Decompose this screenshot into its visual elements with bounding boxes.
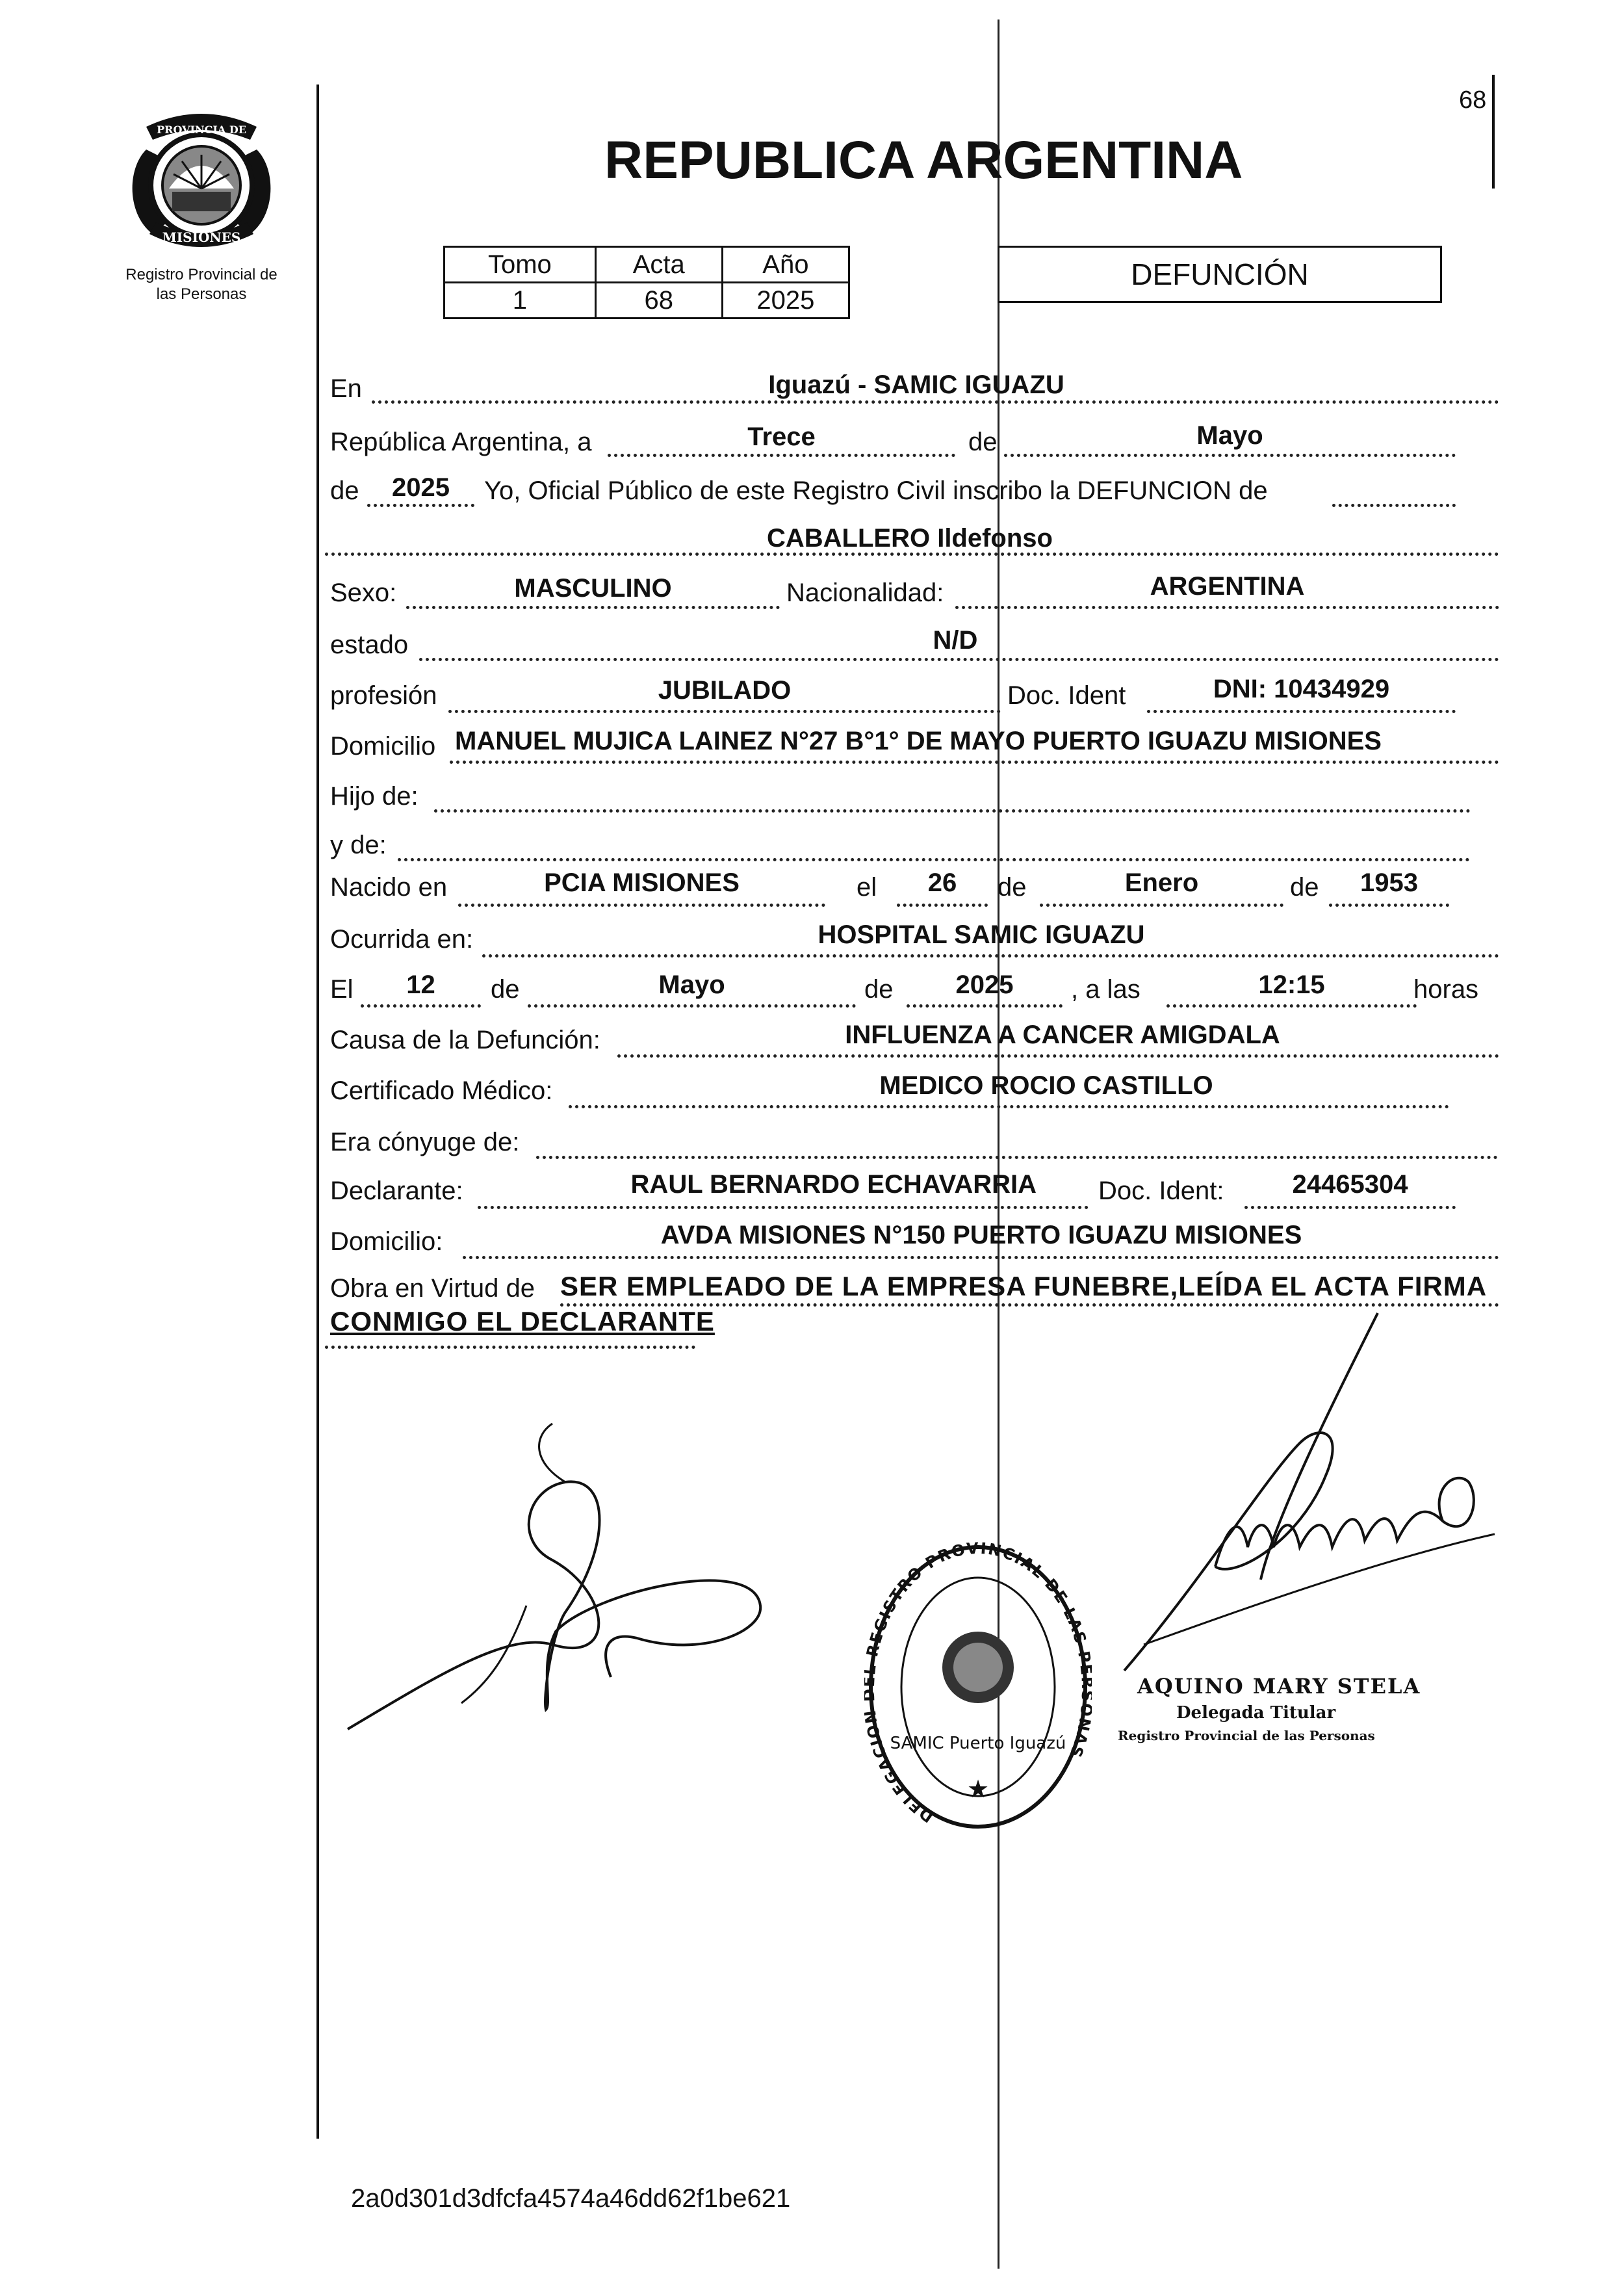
nac-mes-dots — [1040, 904, 1283, 907]
de2-label: de — [1290, 873, 1319, 902]
record-table-cell: 1 — [445, 283, 596, 319]
fallec-de2-label: de — [864, 975, 894, 1004]
obra-label: Obra en Virtud de — [330, 1274, 535, 1303]
obra-value-1: SER EMPLEADO DE LA EMPRESA FUNEBRE,LEÍDA EL ACTA FIRMA — [560, 1271, 1488, 1301]
de-label: de — [968, 428, 998, 456]
province-emblem — [120, 104, 283, 260]
anio-prefix-label: de — [330, 476, 359, 505]
fallec-el-label: El — [330, 975, 354, 1004]
causa-label: Causa de la Defunción: — [330, 1026, 600, 1054]
record-table — [443, 246, 850, 319]
registry-name — [97, 265, 305, 304]
conyuge-label: Era cónyuge de: — [330, 1128, 520, 1156]
dia-value: Trece — [747, 423, 816, 451]
declarante-dots — [478, 1206, 1089, 1209]
fold-line — [998, 20, 999, 2269]
certificado-dots — [569, 1105, 1449, 1108]
en-value: Iguazú - SAMIC IGUAZU — [768, 371, 1064, 399]
registry-name-line2: las Personas — [156, 285, 247, 303]
profesion-value: JUBILADO — [658, 676, 792, 705]
declarante-label: Declarante: — [330, 1177, 463, 1205]
nac-mes: Enero — [1124, 868, 1199, 897]
left-margin-line — [316, 85, 319, 2139]
nacido-label: Nacido en — [330, 873, 448, 902]
causa-dots — [617, 1054, 1499, 1058]
declarante-value: RAUL BERNARDO ECHAVARRIA — [630, 1170, 1037, 1199]
decl-doc-value: 24465304 — [1292, 1170, 1408, 1199]
sexo-dots — [406, 606, 780, 609]
en-label: En — [330, 374, 362, 403]
declarant-signature — [338, 1398, 806, 1736]
republica-label: República Argentina, a — [330, 428, 592, 456]
official-name: AQUINO MARY STELA — [1137, 1674, 1421, 1699]
svg-text:MISIONES: MISIONES — [162, 229, 241, 245]
page-number: 68 — [1459, 86, 1487, 114]
sexo-value: MASCULINO — [514, 574, 672, 603]
record-type-box — [998, 246, 1442, 303]
nacionalidad-value: ARGENTINA — [1150, 572, 1305, 601]
yde-label: y de: — [330, 831, 387, 859]
record-table-header-cell: Año — [722, 247, 849, 283]
hijo-dots — [434, 809, 1471, 813]
official-office: Registro Provincial de las Personas — [1118, 1728, 1375, 1743]
document-hash: 2a0d301d3dfcfa4574a46dd62f1be621 — [351, 2184, 791, 2213]
record-table-row — [445, 283, 849, 319]
page-title: REPUBLICA ARGENTINA — [604, 131, 1243, 190]
nac-dia: 26 — [927, 868, 957, 897]
ocurrida-label: Ocurrida en: — [330, 925, 474, 954]
nacionalidad-dots — [955, 606, 1499, 609]
nac-dia-dots — [897, 904, 988, 907]
fallec-anio-dots — [907, 1004, 1063, 1008]
registry-name-line1: Registro Provincial de — [125, 266, 277, 283]
mes-value: Mayo — [1196, 421, 1263, 450]
nacido-value: PCIA MISIONES — [544, 868, 740, 897]
decl-doc-label: Doc. Ident: — [1098, 1177, 1224, 1205]
hijo-label: Hijo de: — [330, 782, 419, 811]
svg-text:PROVINCIA DE: PROVINCIA DE — [157, 124, 246, 136]
decl-domicilio-value: AVDA MISIONES N°150 PUERTO IGUAZU MISIONES — [660, 1221, 1302, 1249]
nac-anio: 1953 — [1360, 868, 1418, 897]
record-table-header-cell: Acta — [595, 247, 722, 283]
nac-anio-dots — [1329, 904, 1449, 907]
record-type: DEFUNCIÓN — [1131, 257, 1309, 291]
estado-value: N/D — [933, 626, 978, 655]
record-table-header — [445, 247, 849, 283]
estado-label: estado — [330, 631, 409, 659]
record-table-cell: 2025 — [722, 283, 849, 319]
ocurrida-dots — [482, 954, 1499, 958]
anio-value: 2025 — [392, 473, 450, 502]
ocurrida-value: HOSPITAL SAMIC IGUAZU — [818, 920, 1145, 949]
decl-doc-dots — [1244, 1206, 1456, 1209]
domicilio-value: MANUEL MUJICA LAINEZ N°27 B°1° DE MAYO PUERTO IGUAZU MISIONES — [455, 727, 1382, 755]
profesion-dots — [448, 710, 1001, 713]
record-table-header-cell: Tomo — [445, 247, 596, 283]
fallecido-value: CABALLERO Ildefonso — [767, 524, 1053, 553]
oficial-text: Yo, Oficial Público de este Registro Civil inscribo la DEFUNCION de — [484, 476, 1268, 505]
fallec-anio: 2025 — [955, 971, 1014, 999]
svg-text:SAMIC Puerto Iguazú: SAMIC Puerto Iguazú — [890, 1734, 1066, 1753]
nacido-dots — [458, 904, 825, 907]
official-role: Delegada Titular — [1176, 1703, 1336, 1723]
domicilio-dots — [450, 761, 1499, 764]
estado-dots — [419, 658, 1499, 661]
record-table-cell: 68 — [595, 283, 722, 319]
sexo-label: Sexo: — [330, 579, 397, 607]
dia-dots — [608, 454, 955, 457]
fallec-dia: 12 — [406, 971, 435, 999]
causa-value: INFLUENZA A CANCER AMIGDALA — [845, 1021, 1280, 1049]
fallec-dia-dots — [361, 1004, 481, 1008]
doc-ident-value: DNI: 10434929 — [1213, 675, 1390, 703]
decl-domicilio-label: Domicilio: — [330, 1227, 443, 1256]
official-signature — [1105, 1307, 1508, 1684]
el-label: el — [857, 873, 877, 902]
svg-text:★: ★ — [966, 1776, 990, 1803]
nacionalidad-label: Nacionalidad: — [786, 579, 944, 607]
horas-label: horas — [1413, 975, 1479, 1004]
en-dots — [372, 400, 1499, 404]
doc-ident-label: Doc. Ident — [1007, 681, 1126, 710]
profesion-label: profesión — [330, 681, 437, 710]
registry-stamp — [864, 1541, 1092, 1833]
domicilio-label: Domicilio — [330, 732, 436, 761]
oficial-dots — [1332, 504, 1456, 507]
fallec-mes-dots — [528, 1004, 856, 1008]
decl-domicilio-dots — [463, 1256, 1499, 1259]
yde-dots — [398, 858, 1470, 861]
hora-dots — [1166, 1004, 1417, 1008]
conyuge-dots — [536, 1156, 1498, 1159]
anio-dots — [367, 504, 474, 507]
fallecido-dots — [325, 553, 1499, 556]
mes-dots — [1004, 454, 1456, 457]
fallec-de1-label: de — [491, 975, 520, 1004]
doc-ident-dots — [1147, 710, 1456, 713]
svg-text:DELEGACION DEL REGISTRO PROVIN: DELEGACIO REGISTRO PROVINCIAL DE LAS AS — [864, 1541, 1091, 1827]
certificado-label: Certificado Médico: — [330, 1076, 553, 1105]
obra-dots-2 — [325, 1346, 695, 1349]
de1-label: de — [998, 873, 1027, 902]
obra-value-2: CONMIGO EL DECLARANTE — [330, 1306, 715, 1336]
certificado-value: MEDICO ROCIO CASTILLO — [879, 1071, 1213, 1100]
hora-value: 12:15 — [1258, 971, 1325, 999]
fallec-mes: Mayo — [658, 971, 725, 999]
right-margin-line — [1492, 75, 1495, 189]
alas-label: , a las — [1071, 975, 1141, 1004]
